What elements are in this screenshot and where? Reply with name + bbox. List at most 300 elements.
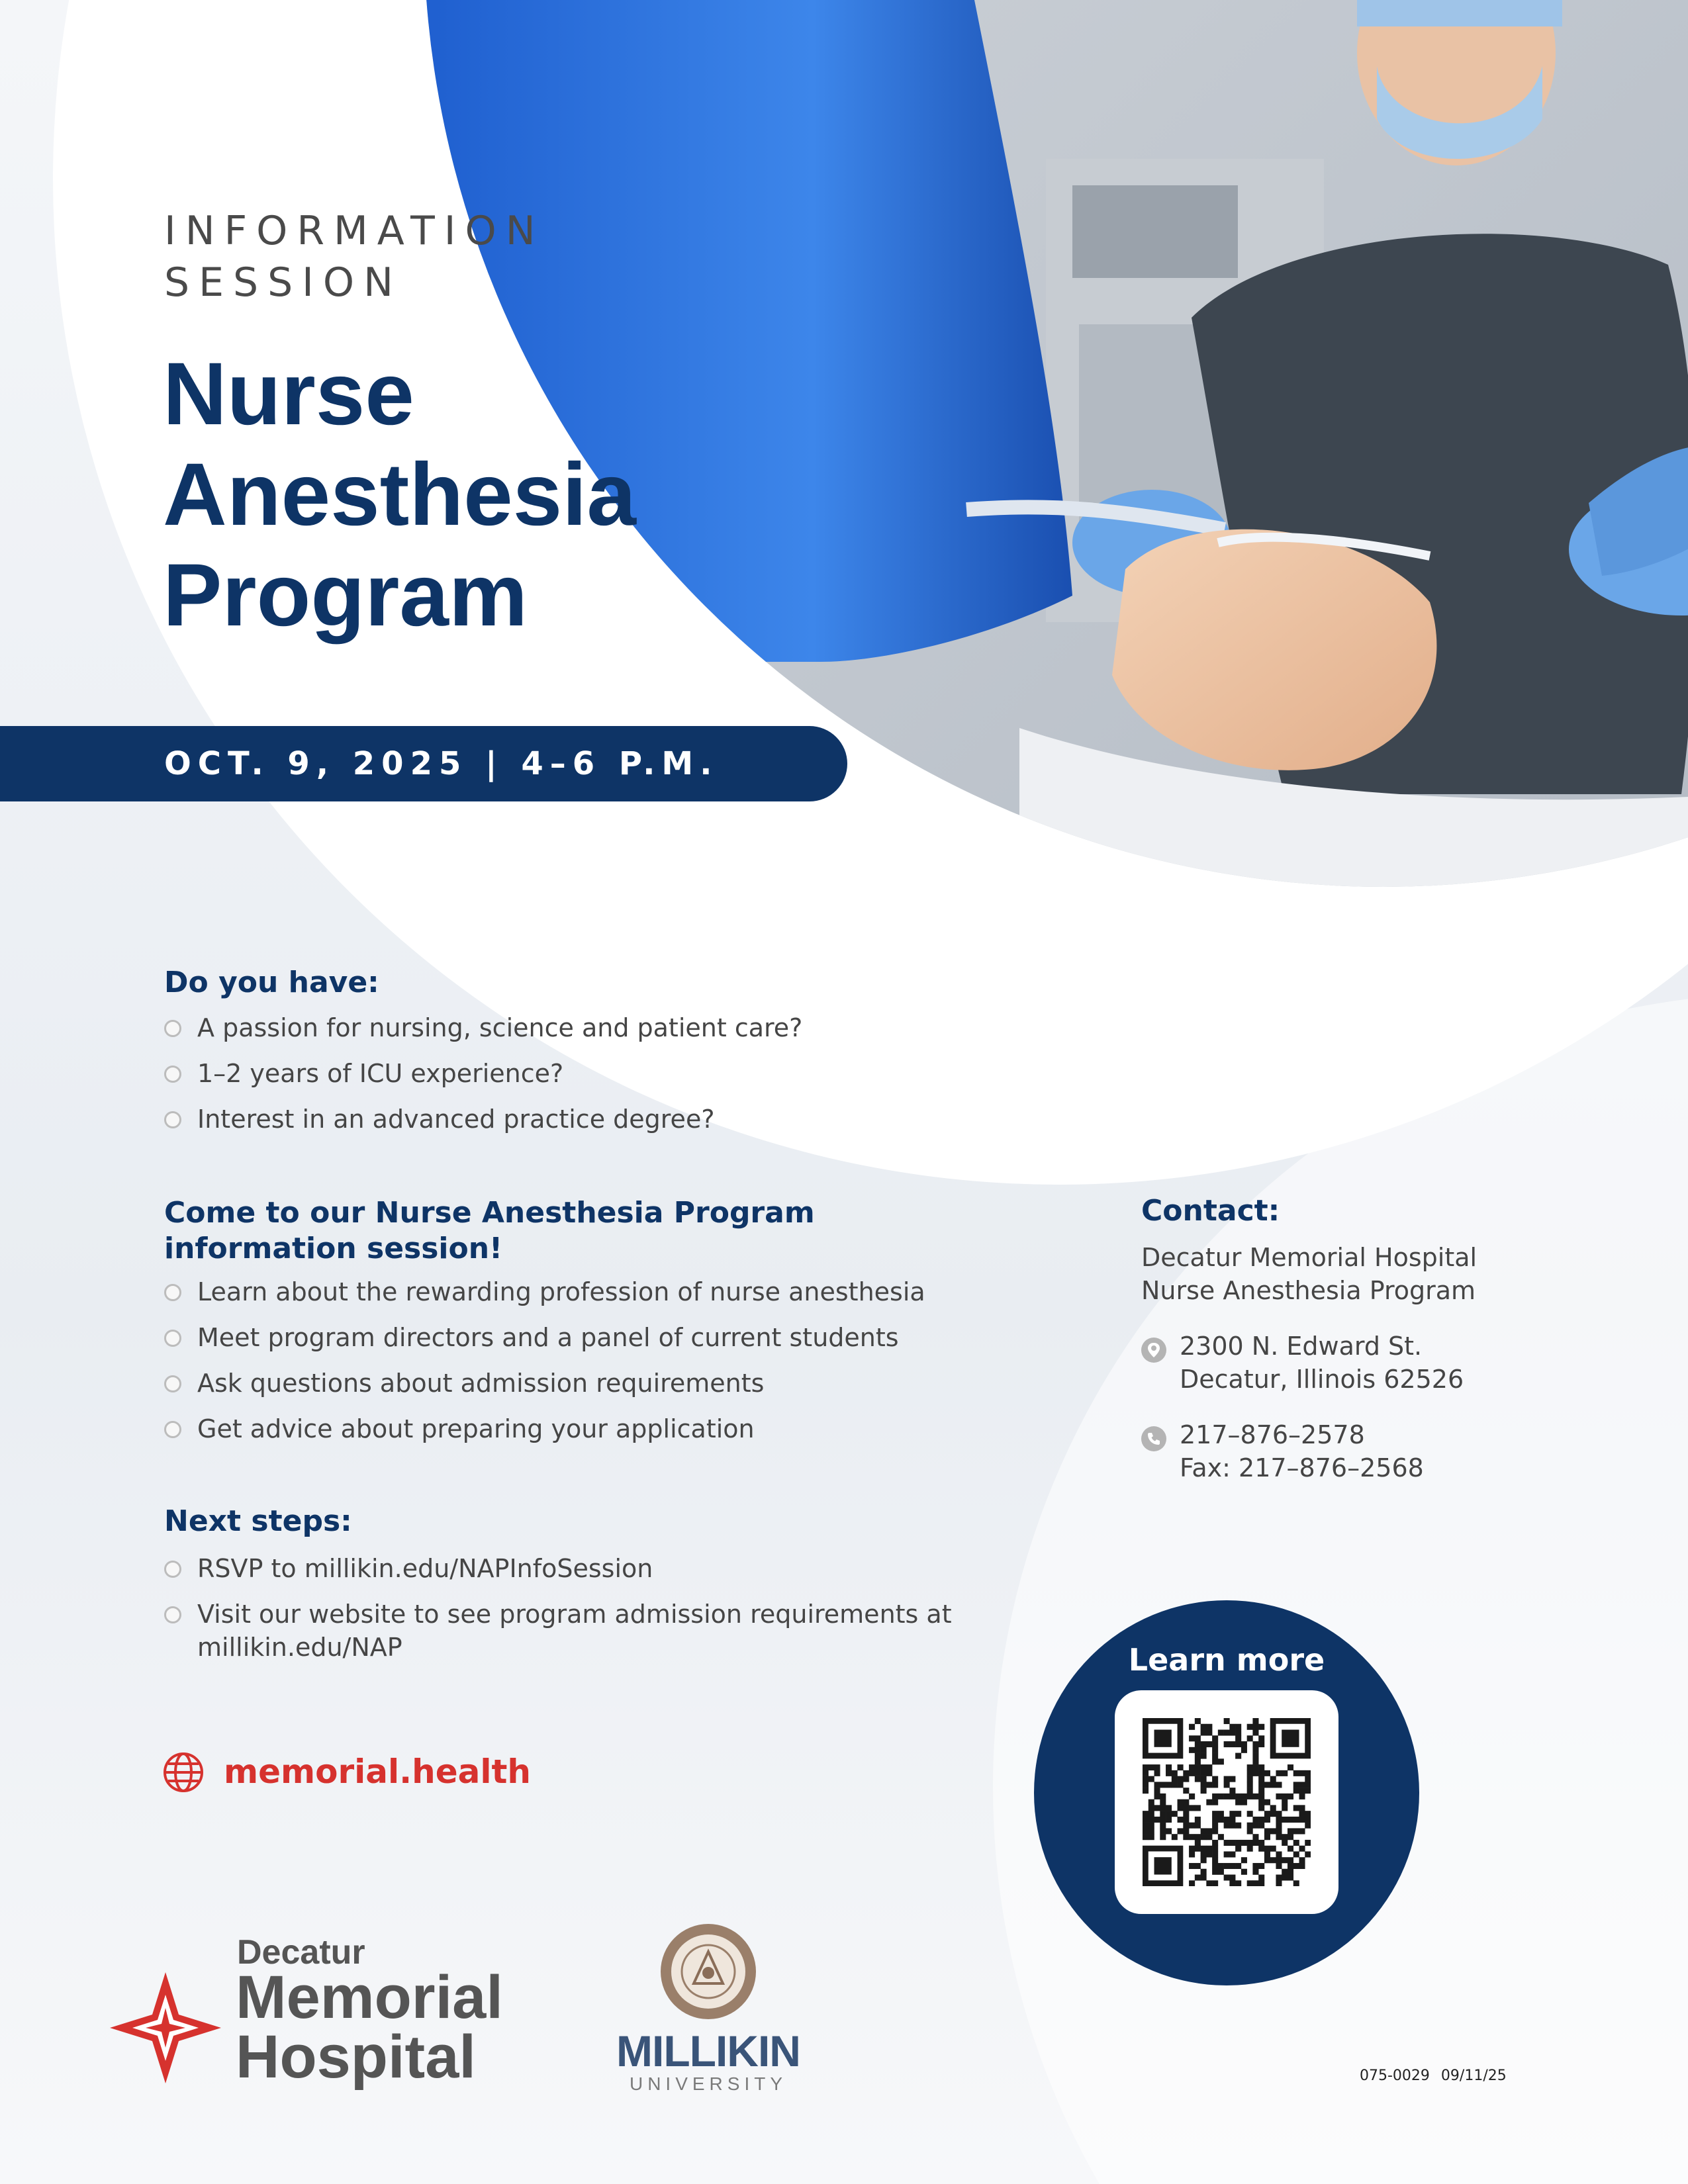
do-you-have-heading: Do you have: — [164, 966, 379, 999]
contact-org: Nurse Anesthesia Program — [1141, 1276, 1476, 1305]
qr-module — [1149, 1776, 1154, 1782]
qr-module — [1305, 1851, 1311, 1857]
qr-module — [1143, 1764, 1149, 1770]
qr-module — [1235, 1735, 1241, 1741]
qr-module — [1201, 1764, 1207, 1770]
qr-module — [1247, 1828, 1253, 1834]
qr-module — [1195, 1846, 1201, 1852]
qr-module — [1224, 1741, 1230, 1747]
qr-module — [1172, 1782, 1178, 1788]
document-code: 075-0029 — [1360, 2068, 1430, 2084]
qr-code[interactable] — [1115, 1690, 1338, 1914]
qr-module — [1276, 1857, 1282, 1863]
qr-module — [1241, 1840, 1247, 1846]
qr-module — [1258, 1782, 1264, 1788]
bullet-circle-icon — [164, 1375, 181, 1392]
list-item-text: Meet program directors and a panel of current students — [197, 1323, 899, 1352]
come-heading-line: information session! — [164, 1232, 503, 1265]
qr-module — [1189, 1834, 1195, 1840]
qr-module — [1252, 1794, 1258, 1799]
list-item-text: A passion for nursing, science and patient care? — [197, 1013, 803, 1042]
eyebrow-line: SESSION — [164, 259, 402, 306]
qr-module — [1206, 1799, 1212, 1805]
qr-module — [1160, 1834, 1166, 1840]
qr-module — [1195, 1718, 1201, 1724]
qr-module — [1201, 1782, 1207, 1788]
qr-module — [1143, 1776, 1149, 1782]
qr-module — [1235, 1730, 1241, 1736]
qr-module — [1229, 1741, 1235, 1747]
learn-more-label: Learn more — [1128, 1642, 1325, 1678]
qr-module — [1276, 1834, 1282, 1840]
qr-module — [1252, 1880, 1258, 1886]
qr-module — [1201, 1770, 1207, 1776]
qr-module — [1195, 1823, 1201, 1829]
qr-module — [1212, 1823, 1218, 1829]
qr-module — [1201, 1874, 1207, 1880]
contact-phone — [1141, 1418, 1565, 1484]
qr-module — [1149, 1805, 1154, 1811]
qr-module — [1276, 1863, 1282, 1869]
qr-module — [1218, 1758, 1224, 1764]
qr-module — [1229, 1776, 1235, 1782]
qr-module — [1149, 1799, 1154, 1805]
title-line: Anesthesia — [163, 445, 636, 544]
qr-module — [1224, 1718, 1230, 1724]
qr-module — [1189, 1880, 1195, 1886]
qr-module — [1270, 1846, 1276, 1852]
qr-module — [1305, 1817, 1311, 1823]
qr-module — [1224, 1776, 1230, 1782]
qr-module — [1166, 1805, 1172, 1811]
qr-module — [1218, 1794, 1224, 1799]
qr-module — [1252, 1840, 1258, 1846]
qr-module — [1270, 1776, 1276, 1782]
qr-module — [1189, 1747, 1195, 1753]
qr-module — [1264, 1817, 1270, 1823]
qr-module — [1258, 1880, 1264, 1886]
qr-module — [1212, 1776, 1218, 1782]
qr-module — [1293, 1817, 1299, 1823]
qr-module — [1247, 1794, 1253, 1799]
qr-module — [1201, 1753, 1207, 1759]
qr-module — [1282, 1869, 1288, 1875]
qr-module — [1305, 1782, 1311, 1788]
qr-module — [1160, 1823, 1166, 1829]
qr-module — [1224, 1794, 1230, 1799]
qr-module — [1241, 1747, 1247, 1753]
contact-address — [1141, 1330, 1565, 1396]
qr-module — [1206, 1770, 1212, 1776]
qr-module — [1293, 1828, 1299, 1834]
dmh-name-line: Memorial — [236, 1964, 503, 2031]
qr-module — [1212, 1741, 1218, 1747]
qr-module — [1299, 1811, 1305, 1817]
fax-number: Fax: 217–876–2568 — [1180, 1453, 1424, 1482]
list-item — [164, 1321, 925, 1354]
list-item-text: 1–2 years of ICU experience? — [197, 1059, 564, 1088]
qr-module — [1154, 1794, 1160, 1799]
footer-code — [1360, 2068, 1507, 2084]
bullet-circle-icon — [164, 1284, 181, 1301]
qr-module — [1183, 1799, 1189, 1805]
qr-module — [1235, 1880, 1241, 1886]
come-list — [164, 1275, 925, 1458]
qr-module — [1212, 1811, 1218, 1817]
qr-module — [1166, 1770, 1172, 1776]
qr-module — [1235, 1811, 1241, 1817]
come-heading-line: Come to our Nurse Anesthesia Program — [164, 1196, 815, 1230]
qr-module — [1252, 1817, 1258, 1823]
qr-module — [1247, 1880, 1253, 1886]
qr-module — [1258, 1735, 1264, 1741]
qr-module — [1212, 1851, 1218, 1857]
qr-module — [1183, 1811, 1189, 1817]
qr-module — [1264, 1799, 1270, 1805]
qr-module — [1183, 1834, 1189, 1840]
list-item — [164, 1275, 925, 1308]
qr-module — [1288, 1874, 1293, 1880]
qr-module — [1212, 1799, 1218, 1805]
qr-module — [1229, 1874, 1235, 1880]
qr-finder — [1154, 1857, 1172, 1874]
qr-module — [1288, 1764, 1293, 1770]
address-line: 2300 N. Edward St. — [1180, 1332, 1423, 1361]
location-pin-icon — [1141, 1338, 1166, 1363]
qr-module — [1252, 1764, 1258, 1770]
qr-module — [1235, 1863, 1241, 1869]
qr-module — [1264, 1857, 1270, 1863]
qr-module — [1264, 1846, 1270, 1852]
qr-module — [1218, 1834, 1224, 1840]
qr-module — [1305, 1823, 1311, 1829]
session-eyebrow — [164, 205, 760, 308]
document-date: 09/11/25 — [1440, 2068, 1507, 2084]
list-item — [164, 1412, 925, 1445]
qr-module — [1201, 1857, 1207, 1863]
qr-module — [1178, 1764, 1184, 1770]
list-item — [164, 1103, 802, 1136]
qr-module — [1218, 1817, 1224, 1823]
qr-module — [1201, 1747, 1207, 1753]
qr-module — [1166, 1817, 1172, 1823]
qr-module — [1183, 1817, 1189, 1823]
qr-module — [1247, 1770, 1253, 1776]
website-text[interactable]: memorial.health — [224, 1752, 532, 1791]
qr-module — [1212, 1747, 1218, 1753]
qr-module — [1258, 1764, 1264, 1770]
qr-module — [1143, 1828, 1149, 1834]
qr-module — [1172, 1776, 1178, 1782]
qr-module — [1224, 1874, 1230, 1880]
qr-module — [1241, 1869, 1247, 1875]
qr-module — [1229, 1851, 1235, 1857]
qr-module — [1224, 1782, 1230, 1788]
qr-module — [1241, 1741, 1247, 1747]
qr-module — [1201, 1851, 1207, 1857]
qr-module — [1183, 1823, 1189, 1829]
qr-module — [1299, 1863, 1305, 1869]
qr-module — [1183, 1805, 1189, 1811]
qr-module — [1154, 1788, 1160, 1794]
qr-module — [1212, 1817, 1218, 1823]
qr-module — [1224, 1817, 1230, 1823]
qr-module — [1206, 1880, 1212, 1886]
list-item-text: Visit our website to see program admission requirements at — [197, 1600, 952, 1629]
qr-module — [1252, 1770, 1258, 1776]
qr-module — [1172, 1770, 1178, 1776]
phone-number: 217–876–2578 — [1180, 1420, 1365, 1449]
qr-module — [1224, 1851, 1230, 1857]
qr-module — [1183, 1770, 1189, 1776]
qr-module — [1201, 1724, 1207, 1730]
qr-module — [1299, 1857, 1305, 1863]
qr-module — [1293, 1788, 1299, 1794]
qr-module — [1247, 1764, 1253, 1770]
qr-module — [1235, 1724, 1241, 1730]
qr-module — [1201, 1846, 1207, 1852]
qr-module — [1270, 1828, 1276, 1834]
qr-module — [1293, 1782, 1299, 1788]
qr-module — [1154, 1764, 1160, 1770]
qr-module — [1178, 1799, 1184, 1805]
qr-module — [1258, 1805, 1264, 1811]
qr-module — [1258, 1776, 1264, 1782]
qr-module — [1143, 1770, 1149, 1776]
qr-module — [1270, 1805, 1276, 1811]
eyebrow-line: INFORMATION — [164, 208, 545, 254]
qr-module — [1293, 1880, 1299, 1886]
qr-module — [1224, 1730, 1230, 1736]
qr-module — [1212, 1758, 1218, 1764]
qr-module — [1149, 1817, 1154, 1823]
qr-module — [1154, 1817, 1160, 1823]
qr-module — [1258, 1823, 1264, 1829]
qr-module — [1195, 1753, 1201, 1759]
qr-module — [1258, 1874, 1264, 1880]
qr-module — [1258, 1770, 1264, 1776]
qr-module — [1258, 1724, 1264, 1730]
list-item-text: Ask questions about admission requirements — [197, 1369, 765, 1398]
qr-module — [1270, 1782, 1276, 1788]
qr-module — [1252, 1741, 1258, 1747]
qr-module — [1189, 1846, 1195, 1852]
qr-module — [1282, 1840, 1288, 1846]
qr-module — [1206, 1846, 1212, 1852]
qr-module — [1258, 1863, 1264, 1869]
qr-module — [1195, 1863, 1201, 1869]
page-title — [163, 344, 759, 646]
qr-module — [1264, 1811, 1270, 1817]
qr-module — [1154, 1805, 1160, 1811]
qr-module — [1247, 1811, 1253, 1817]
qr-module — [1212, 1782, 1218, 1788]
qr-module — [1252, 1730, 1258, 1736]
qr-module — [1229, 1840, 1235, 1846]
millikin-subname: UNIVERSITY — [629, 2073, 788, 2094]
qr-module — [1212, 1753, 1218, 1759]
qr-module — [1195, 1764, 1201, 1770]
qr-module — [1189, 1770, 1195, 1776]
dmh-name-line: Decatur — [237, 1933, 365, 1972]
qr-module — [1212, 1735, 1218, 1741]
come-heading — [164, 1195, 815, 1267]
qr-module — [1160, 1817, 1166, 1823]
bullet-circle-icon — [164, 1111, 181, 1128]
qr-module — [1276, 1851, 1282, 1857]
qr-module — [1258, 1788, 1264, 1794]
qr-module — [1143, 1788, 1149, 1794]
qr-module — [1195, 1735, 1201, 1741]
qr-module — [1299, 1770, 1305, 1776]
qr-module — [1288, 1834, 1293, 1840]
qr-module — [1195, 1776, 1201, 1782]
qr-module — [1172, 1834, 1178, 1840]
qr-module — [1252, 1823, 1258, 1829]
qr-module — [1252, 1724, 1258, 1730]
qr-module — [1143, 1817, 1149, 1823]
qr-module — [1212, 1828, 1218, 1834]
qr-module — [1166, 1782, 1172, 1788]
qr-module — [1264, 1770, 1270, 1776]
qr-module — [1229, 1724, 1235, 1730]
qr-module — [1247, 1840, 1253, 1846]
qr-module — [1189, 1851, 1195, 1857]
title-line: Nurse — [163, 345, 414, 443]
qr-module — [1276, 1770, 1282, 1776]
qr-module — [1252, 1758, 1258, 1764]
qr-module — [1276, 1782, 1282, 1788]
qr-module — [1154, 1770, 1160, 1776]
qr-module — [1178, 1828, 1184, 1834]
list-item-text: Learn about the rewarding profession of nurse anesthesia — [197, 1277, 925, 1306]
qr-module — [1247, 1846, 1253, 1852]
qr-module — [1183, 1828, 1189, 1834]
list-item — [164, 1598, 952, 1664]
qr-module — [1201, 1730, 1207, 1736]
qr-module — [1195, 1874, 1201, 1880]
qr-module — [1143, 1811, 1149, 1817]
globe-icon — [163, 1752, 204, 1793]
qr-module — [1229, 1880, 1235, 1886]
qr-module — [1305, 1811, 1311, 1817]
qr-module — [1212, 1846, 1218, 1852]
qr-module — [1305, 1788, 1311, 1794]
qr-module — [1235, 1753, 1241, 1759]
qr-module — [1229, 1788, 1235, 1794]
qr-module — [1224, 1840, 1230, 1846]
phone-icon — [1141, 1426, 1166, 1451]
qr-module — [1264, 1782, 1270, 1788]
next-steps-list — [164, 1552, 952, 1676]
qr-module — [1229, 1817, 1235, 1823]
qr-module — [1229, 1794, 1235, 1799]
list-item-text: millikin.edu/NAP — [197, 1633, 402, 1662]
qr-module — [1299, 1788, 1305, 1794]
qr-module — [1160, 1811, 1166, 1817]
qr-module — [1149, 1764, 1154, 1770]
qr-module — [1252, 1753, 1258, 1759]
learn-more-circle — [1034, 1600, 1419, 1985]
bullet-circle-icon — [164, 1561, 181, 1578]
qr-module — [1172, 1811, 1178, 1817]
qr-module — [1154, 1782, 1160, 1788]
qr-module — [1282, 1857, 1288, 1863]
list-item — [164, 1011, 802, 1044]
qr-module — [1299, 1828, 1305, 1834]
qr-module — [1282, 1794, 1288, 1799]
contact-block — [1141, 1193, 1565, 1484]
qr-module — [1201, 1788, 1207, 1794]
qr-module — [1276, 1874, 1282, 1880]
qr-module — [1183, 1776, 1189, 1782]
qr-module — [1293, 1770, 1299, 1776]
qr-module — [1293, 1805, 1299, 1811]
qr-module — [1299, 1782, 1305, 1788]
qr-module — [1282, 1874, 1288, 1880]
bullet-circle-icon — [164, 1020, 181, 1037]
qr-module — [1189, 1863, 1195, 1869]
qr-module — [1258, 1799, 1264, 1805]
qr-module — [1288, 1794, 1293, 1799]
qr-module — [1299, 1794, 1305, 1799]
qr-module — [1305, 1840, 1311, 1846]
qr-module — [1282, 1770, 1288, 1776]
qr-module — [1201, 1776, 1207, 1782]
qr-module — [1229, 1823, 1235, 1829]
qr-module — [1276, 1811, 1282, 1817]
qr-module — [1201, 1741, 1207, 1747]
list-item-text: RSVP to millikin.edu/NAPInfoSession — [197, 1554, 653, 1583]
qr-module — [1195, 1805, 1201, 1811]
qr-module — [1218, 1869, 1224, 1875]
qr-module — [1212, 1880, 1218, 1886]
qr-module — [1258, 1817, 1264, 1823]
qr-module — [1252, 1869, 1258, 1875]
qr-module — [1218, 1811, 1224, 1817]
qr-module — [1288, 1828, 1293, 1834]
date-time-banner: OCT. 9, 2025 | 4–6 P.M. — [0, 726, 847, 801]
qr-module — [1258, 1846, 1264, 1852]
qr-module — [1252, 1834, 1258, 1840]
qr-module — [1288, 1863, 1293, 1869]
qr-code-icon — [1143, 1718, 1311, 1886]
qr-module — [1143, 1823, 1149, 1829]
qr-module — [1201, 1828, 1207, 1834]
millikin-name: MILLIKIN — [616, 2026, 800, 2075]
list-item — [164, 1367, 925, 1400]
qr-module — [1288, 1817, 1293, 1823]
qr-module — [1189, 1764, 1195, 1770]
qr-finder — [1154, 1730, 1172, 1747]
dmh-name-line: Hospital — [236, 2023, 476, 2091]
qr-module — [1264, 1834, 1270, 1840]
qr-module — [1149, 1823, 1154, 1829]
qr-module — [1252, 1863, 1258, 1869]
contact-heading: Contact: — [1141, 1194, 1280, 1228]
qr-module — [1212, 1794, 1218, 1799]
qr-module — [1229, 1863, 1235, 1869]
qr-module — [1247, 1788, 1253, 1794]
qr-module — [1305, 1776, 1311, 1782]
qr-module — [1166, 1828, 1172, 1834]
qr-module — [1276, 1817, 1282, 1823]
qr-module — [1195, 1840, 1201, 1846]
qr-module — [1299, 1846, 1305, 1852]
next-steps-heading: Next steps: — [164, 1504, 352, 1538]
qr-module — [1299, 1805, 1305, 1811]
qr-module — [1258, 1741, 1264, 1747]
